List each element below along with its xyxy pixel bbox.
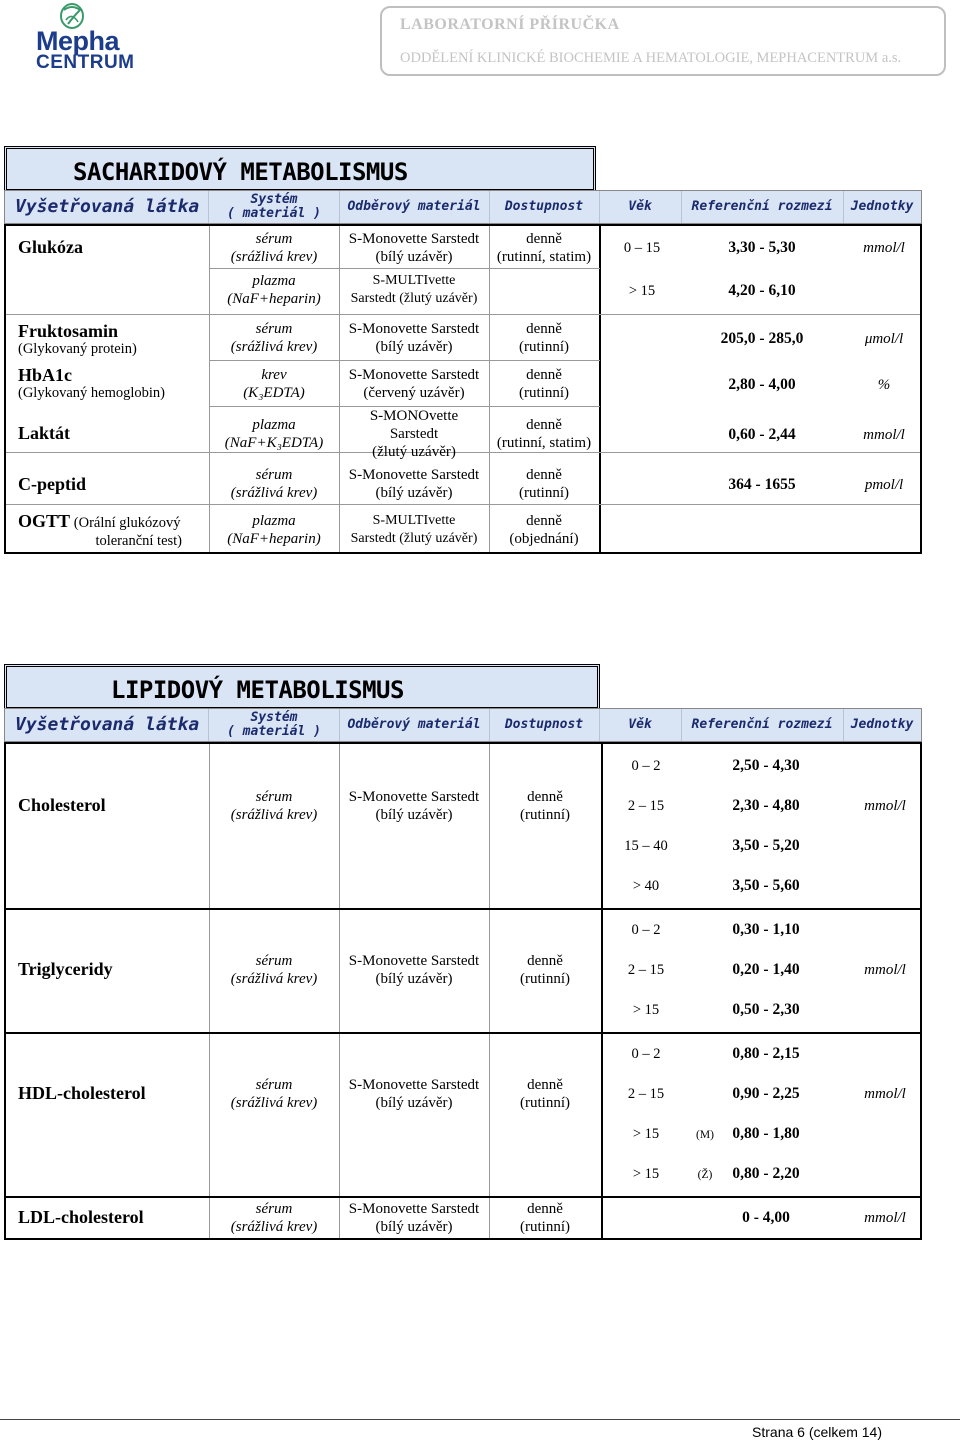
- section-title-box: [4, 664, 600, 710]
- analyte-fruktosamin: Fruktosamin (Glykovaný protein): [18, 321, 137, 357]
- column-header: [4, 708, 922, 742]
- hdl-availability: denně (rutinní): [520, 1077, 570, 1111]
- col-sample: Odběrový materiál: [339, 191, 490, 223]
- cpeptid-tube: S-Monovette Sarstedt (bílý uzávěr): [348, 467, 480, 501]
- col-system: [209, 709, 340, 741]
- col-system-label: Systém: [250, 709, 298, 725]
- glukoza-system-1: sérum (srážlivá krev): [230, 231, 318, 265]
- header-title: LABORATORNÍ PŘÍRUČKA: [400, 16, 620, 33]
- triglyceridy-ref-1: 0,30 - 1,10: [732, 921, 800, 938]
- hba1c-unit: %: [877, 377, 891, 393]
- ogtt-tube: S-MULTIvette Sarstedt (žlutý uzávěr): [350, 513, 478, 546]
- glukoza-tube-1: S-Monovette Sarstedt (bílý uzávěr): [348, 231, 480, 265]
- col-availability: Dostupnost: [489, 709, 600, 741]
- sacharide-table: [4, 224, 922, 554]
- col-reference: Referenční rozmezí: [681, 709, 844, 741]
- glukoza-age-2: > 15: [628, 283, 656, 299]
- analyte-ldl: LDL-cholesterol: [18, 1207, 144, 1227]
- page-number: Strana 6 (celkem 14): [752, 1424, 882, 1440]
- section-sacharide: [4, 146, 922, 556]
- cholesterol-ref-1: 2,50 - 4,30: [732, 757, 800, 774]
- cholesterol-unit: mmol/l: [864, 798, 906, 814]
- mepha-logo: [14, 2, 135, 78]
- triglyceridy-age-1: 0 – 2: [631, 922, 661, 938]
- triglyceridy-age-3: > 15: [632, 1002, 660, 1018]
- logo-sub: CENTRUM: [36, 52, 135, 73]
- cpeptid-system: sérum (srážlivá krev): [230, 467, 318, 501]
- analyte-triglyceridy: Triglyceridy: [18, 959, 113, 979]
- hdl-ref-4: 0,80 - 2,20: [732, 1165, 800, 1182]
- hdl-ref-1: 0,80 - 2,15: [732, 1045, 800, 1062]
- analyte-hba1c: HbA1c (Glykovaný hemoglobin): [18, 365, 165, 401]
- hdl-age-4: > 15: [632, 1166, 660, 1182]
- hdl-age-2: 2 – 15: [627, 1086, 665, 1102]
- section-lipid: [4, 664, 922, 1244]
- col-sample: Odběrový materiál: [339, 709, 490, 741]
- header-box: [380, 6, 946, 76]
- cholesterol-ref-2: 2,30 - 4,80: [732, 797, 800, 814]
- cholesterol-availability: denně (rutinní): [520, 789, 570, 823]
- header-subtitle: ODDĚLENÍ KLINICKÉ BIOCHEMIE A HEMATOLOGIE, MEPHACENTRUM a.s.: [400, 50, 902, 66]
- ldl-system: sérum (srážlivá krev): [230, 1201, 318, 1235]
- glukoza-age-1: 0 – 15: [623, 240, 661, 256]
- hba1c-system: krev (K₃EDTA): [243, 367, 305, 401]
- triglyceridy-age-2: 2 – 15: [627, 962, 665, 978]
- analyte-glukoza: Glukóza: [18, 237, 84, 257]
- analyte-hdl: HDL-cholesterol: [18, 1083, 146, 1103]
- cholesterol-age-1: 0 – 2: [631, 758, 661, 774]
- col-availability: Dostupnost: [489, 191, 600, 223]
- hdl-age-3: > 15: [632, 1126, 660, 1142]
- fruktosamin-ref: 205,0 - 285,0: [720, 330, 804, 347]
- hdl-unit: mmol/l: [864, 1086, 906, 1102]
- fruktosamin-system: sérum (srážlivá krev): [230, 321, 318, 355]
- ldl-availability: denně (rutinní): [520, 1201, 570, 1235]
- hdl-age-1: 0 – 2: [631, 1046, 661, 1062]
- hdl-system: sérum (srážlivá krev): [230, 1077, 318, 1111]
- ldl-tube: S-Monovette Sarstedt (bílý uzávěr): [348, 1201, 480, 1235]
- fruktosamin-unit: μmol/l: [864, 331, 904, 347]
- hdl-sex-male: (M): [696, 1129, 714, 1141]
- triglyceridy-tube: S-Monovette Sarstedt (bílý uzávěr): [348, 953, 480, 987]
- laktat-availability: denně (rutinní, statim): [496, 417, 592, 451]
- triglyceridy-system: sérum (srážlivá krev): [230, 953, 318, 987]
- laktat-ref: 0,60 - 2,44: [728, 426, 796, 443]
- cholesterol-tube: S-Monovette Sarstedt (bílý uzávěr): [348, 789, 480, 823]
- cholesterol-system: sérum (srážlivá krev): [230, 789, 318, 823]
- cholesterol-ref-4: 3,50 - 5,60: [732, 877, 800, 894]
- glukoza-availability: denně (rutinní, statim): [496, 231, 592, 265]
- hba1c-availability: denně (rutinní): [519, 367, 569, 401]
- col-analyte: Vyšetřovaná látka: [5, 709, 209, 741]
- col-analyte: Vyšetřovaná látka: [5, 191, 209, 223]
- triglyceridy-ref-2: 0,20 - 1,40: [732, 961, 800, 978]
- col-system-sub: ( materiál ): [227, 206, 321, 221]
- cholesterol-age-4: > 40: [632, 878, 660, 894]
- analyte-laktat: Laktát: [18, 423, 71, 443]
- col-units: Jednotky: [850, 198, 914, 214]
- analyte-cholesterol: Cholesterol: [18, 795, 106, 815]
- cholesterol-age-3: 15 – 40: [624, 838, 668, 854]
- glukoza-system-2: plazma (NaF+heparin): [227, 273, 321, 307]
- analyte-ogtt: OGTT (Orální glukózový toleranční test): [18, 511, 182, 549]
- glukoza-unit: mmol/l: [863, 240, 905, 256]
- hdl-ref-2: 0,90 - 2,25: [732, 1085, 800, 1102]
- glukoza-tube-2: S-MULTIvette Sarstedt (žlutý uzávěr): [350, 273, 478, 306]
- col-age: Věk: [599, 709, 682, 741]
- ogtt-availability: denně (objednání): [509, 513, 579, 547]
- col-system-label: Systém: [250, 191, 298, 207]
- laktat-unit: mmol/l: [863, 427, 905, 443]
- triglyceridy-ref-3: 0,50 - 2,30: [732, 1001, 800, 1018]
- hdl-ref-3: 0,80 - 1,80: [732, 1125, 800, 1142]
- hba1c-ref: 2,80 - 4,00: [728, 376, 796, 393]
- ldl-unit: mmol/l: [864, 1210, 906, 1226]
- logo-name: Mepha: [36, 26, 120, 56]
- section-title-box: [4, 146, 596, 192]
- cholesterol-age-2: 2 – 15: [627, 798, 665, 814]
- cpeptid-ref: 364 - 1655: [728, 476, 796, 493]
- col-system: [209, 191, 340, 223]
- col-units: Jednotky: [850, 716, 914, 732]
- ogtt-system: plazma (NaF+heparin): [227, 513, 321, 547]
- section-title: SACHARIDOVÝ METABOLISMUS: [73, 158, 408, 186]
- glukoza-ref-1: 3,30 - 5,30: [728, 239, 796, 256]
- hdl-tube: S-Monovette Sarstedt (bílý uzávěr): [348, 1077, 480, 1111]
- laktat-system: plazma (NaF+K₃EDTA): [224, 417, 324, 451]
- footer-divider: [0, 1419, 960, 1420]
- laktat-tube: S-MONOvette Sarstedt (žlutý uzávěr): [369, 408, 459, 460]
- fruktosamin-availability: denně (rutinní): [519, 321, 569, 355]
- col-system-sub: ( materiál ): [227, 724, 321, 739]
- hba1c-tube: S-Monovette Sarstedt (červený uzávěr): [348, 367, 480, 401]
- cholesterol-ref-3: 3,50 - 5,20: [732, 837, 800, 854]
- fruktosamin-tube: S-Monovette Sarstedt (bílý uzávěr): [348, 321, 480, 355]
- col-reference: Referenční rozmezí: [681, 191, 844, 223]
- column-header: [4, 190, 922, 224]
- lipid-table: [4, 742, 922, 1240]
- triglyceridy-unit: mmol/l: [864, 962, 906, 978]
- ldl-ref: 0 - 4,00: [742, 1209, 790, 1226]
- glukoza-ref-2: 4,20 - 6,10: [728, 282, 796, 299]
- cpeptid-availability: denně (rutinní): [519, 467, 569, 501]
- hdl-sex-female: (Ž): [697, 1169, 713, 1181]
- triglyceridy-availability: denně (rutinní): [520, 953, 570, 987]
- col-age: Věk: [599, 191, 682, 223]
- cpeptid-unit: pmol/l: [864, 477, 904, 493]
- section-title: LIPIDOVÝ METABOLISMUS: [111, 676, 404, 704]
- analyte-cpeptid: C-peptid: [18, 474, 87, 494]
